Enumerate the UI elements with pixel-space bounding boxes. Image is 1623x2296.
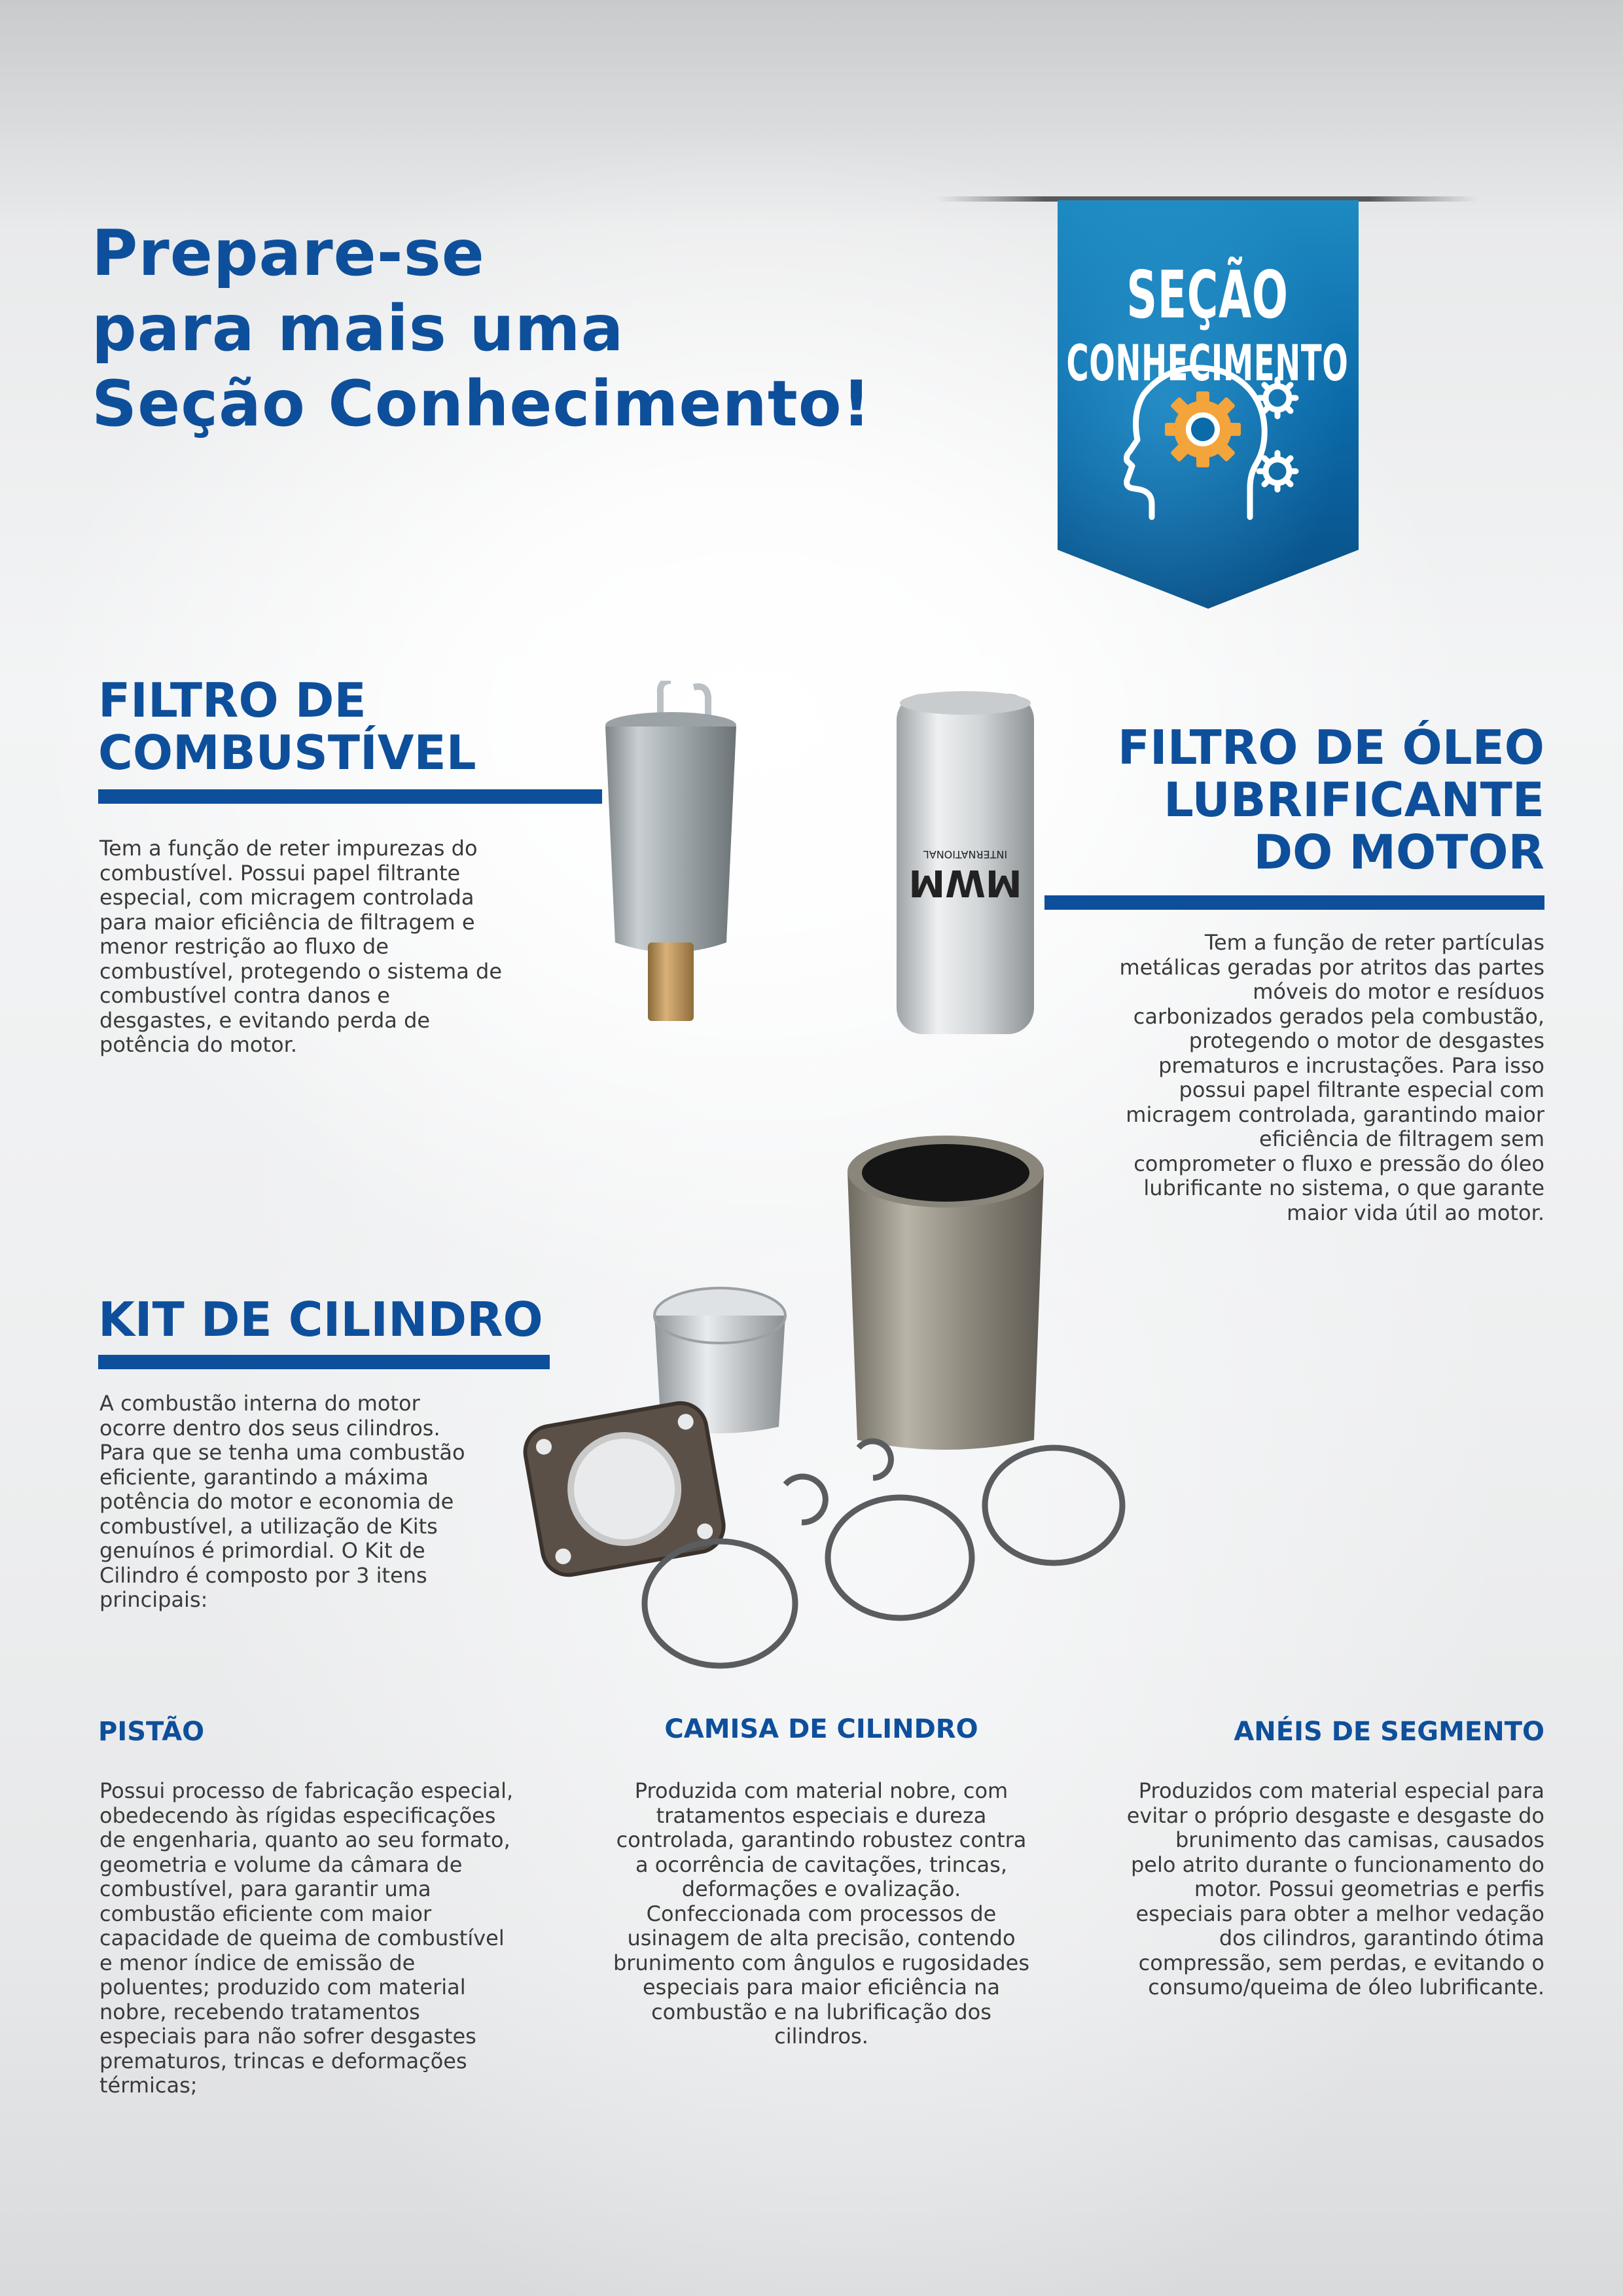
fuel-filter-title-line-2: COMBUSTÍVEL	[98, 725, 476, 780]
cylinder-kit-title: KIT DE CILINDRO	[98, 1292, 543, 1347]
orange-gear-icon	[1165, 391, 1241, 467]
banner-title-line-2: CONHECIMENTO	[1066, 334, 1349, 392]
rings-title: ANÉIS DE SEGMENTO	[1234, 1717, 1544, 1747]
headline-line-3: Seção Conhecimento!	[92, 367, 872, 440]
headline-line-1: Prepare-se	[92, 217, 485, 290]
cylinder-kit-image	[517, 1126, 1139, 1682]
oil-filter-rule	[1044, 895, 1544, 910]
oil-filter-title-line-3: DO MOTOR	[1253, 825, 1544, 880]
oil-filter-title	[982, 721, 1544, 878]
fuel-filter-text: Tem a função de reter impurezas do combustível. Possui papel filtrante especial, com micragem controlada para maior eficiência de filtragem e menor restrição ao fluxo de combustível, protegendo o sistema de combustível contra danos e desgastes, e evitando perda de potência do motor.	[99, 836, 502, 1057]
headline-line-2: para mais uma	[92, 292, 624, 365]
banner-title-line-1: SEÇÃO	[1126, 257, 1289, 333]
oil-filter-text: Tem a função de reter partículas metálicas geradas por atritos das partes móveis do motor e resíduos carbonizados gerados pela combustão, protegendo o motor de desgastes prematuros e incrustações. Para isso possui papel filtrante especial com micragem controlada, garantindo maior eficiência de filtragem sem comprometer o fluxo e pressão do óleo lubrificante no sistema, o que garante maior vida útil ao motor.	[1119, 930, 1544, 1225]
cylinder-kit-text: A combustão interna do motor ocorre dentro dos seus cilindros. Para que se tenha uma combustão eficiente, garantindo a máxima potência do motor e economia de combustível, a utilização de Kits genuínos é primordial. O Kit de Cilindro é composto por 3 itens principais:	[99, 1391, 465, 1612]
page-headline	[92, 216, 910, 442]
fuel-filter-title-line-1: FILTRO DE	[98, 673, 366, 728]
cylinder-kit-rule	[98, 1355, 550, 1369]
oil-filter-brand: MWM	[908, 861, 1022, 904]
oil-filter-brand-sub: INTERNATIONAL	[923, 848, 1008, 861]
fuel-filter-image	[596, 681, 746, 1034]
cylinder-liner-text: Produzida com material nobre, com tratamentos especiais e dureza controlada, garantindo robustez contra a ocorrência de cavitações, trincas, deformações e ovalização. Confeccionada com processos de usinagem de alta precisão, contendo brunimento com ângulos e rugosidades especiais para maior eficiência na combustão e na lubrificação dos cilindros.	[613, 1778, 1029, 2049]
piston-text: Possui processo de fabricação especial, obedecendo às rígidas especificações de engenharia, quanto ao seu formato, geometria e volume da câmara de combustível, para garantir uma combustão eficiente com maior capacidade de queima de combustível e menor índice de emissão de poluentes; produzido com material nobre, recebendo tratamentos especiais para não sofrer desgastes prematuros, trincas e deformações térmicas;	[99, 1778, 514, 2098]
cylinder-liner-title: CAMISA DE CILINDRO	[664, 1714, 978, 1744]
fuel-filter-rule	[98, 789, 602, 804]
fuel-filter-title	[98, 674, 476, 779]
oil-filter-title-line-1: FILTRO DE ÓLEO	[1117, 720, 1544, 775]
rings-text: Produzidos com material especial para evitar o próprio desgaste e desgaste do brunimento das camisas, causados pelo atrito durante o funcionamento do motor. Possui geometrias e perfis especiais para obter a melhor vedação dos cilindros, garantindo ótima compressão, sem perdas, e evitando o consumo/queima de óleo lubrificante.	[1126, 1778, 1544, 2000]
oil-filter-title-line-2: LUBRIFICANTE	[1164, 772, 1544, 827]
piston-title: PISTÃO	[98, 1717, 205, 1747]
section-banner	[936, 196, 1479, 615]
